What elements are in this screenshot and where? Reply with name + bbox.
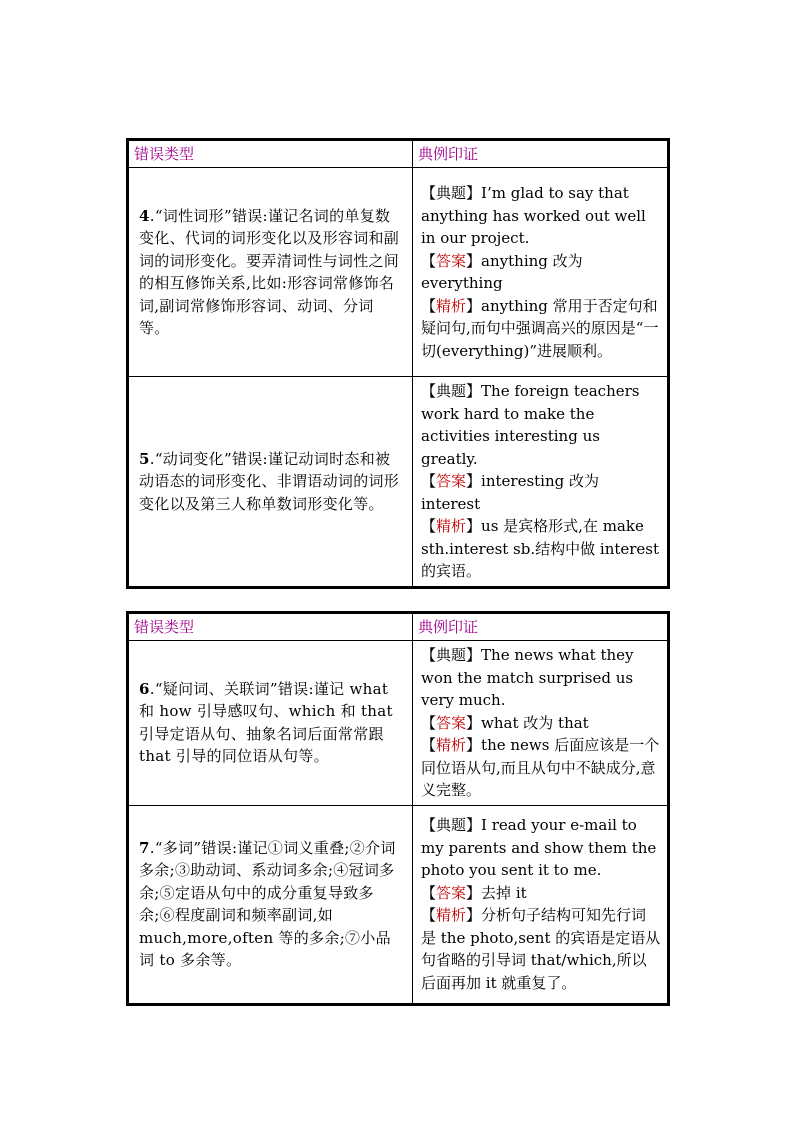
label-question: 典题: [436, 184, 467, 202]
header-cell-examples: [413, 140, 669, 168]
label-analysis: 精析: [436, 517, 467, 535]
error-type-text: 6.“疑问词、关联词”错误:谨记 what 和 how 引导感叹句、which 和 that 引导定语从句、抽象名词后面常常跟 that 引导的同位语从句等。: [139, 679, 393, 766]
example-text: [413, 179, 667, 365]
table-header-row: [128, 613, 669, 641]
example-text: [413, 641, 667, 805]
error-type-text: 7.“多词”错误:谨记①词义重叠;②介词多余;③助动词、系动词多余;④冠词多余;⑤定语从句中的成分重复导致多余;⑥程度副词和频率副词,如 much,more,often 等的多余;⑦小品词 to 多余等。: [139, 838, 396, 969]
error-type-text: 4.“词性词形”错误:谨记名词的单复数变化、代词的词形变化以及形容词和副词的词形变化。要弄清词性与词性之间的相互修饰关系,比如:形容词常修饰名词,副词常修饰形容词、动词、分词等。: [139, 206, 400, 337]
example-cell: [413, 377, 669, 588]
example-cell: [413, 805, 669, 1004]
label-question: 典题: [436, 646, 467, 664]
table-row: [128, 805, 669, 1004]
header-error-type: 错误类型: [134, 145, 195, 163]
example-cell: [413, 168, 669, 377]
label-analysis: 精析: [436, 736, 467, 754]
label-answer: 答案: [436, 713, 467, 732]
error-type-table-2: [126, 611, 670, 1006]
error-type-cell: [128, 805, 413, 1004]
header-cell-error-type: [128, 140, 413, 168]
answer-line: 【答案】去掉 it: [421, 883, 527, 902]
answer-line: 【答案】what 改为 that: [421, 713, 589, 732]
label-analysis: 精析: [436, 296, 467, 315]
header-cell-examples: [413, 613, 669, 641]
analysis-line: 【精析】the news 后面应该是一个同位语从句,而且从句中不缺成分,意义完整。: [421, 736, 660, 799]
error-type-cell: [128, 168, 413, 377]
analysis-line: 【精析】anything 常用于否定句和疑问句,而句中强调高兴的原因是“一切(everything)”进展顺利。: [421, 296, 659, 360]
label-question: 典题: [436, 816, 467, 834]
error-type-text: 5.“动词变化”错误:谨记动词时态和被动语态的词形变化、非谓语动词的词形变化以及第三人称单数词形变化等。: [139, 449, 400, 513]
question-line: 【典题】The news what they won the match surprised us very much.: [421, 646, 634, 709]
label-question: 典题: [436, 382, 467, 400]
question-line: 【典题】I’m glad to say that anything has worked out well in our project.: [421, 184, 646, 247]
analysis-line: 【精析】us 是宾格形式,在 make sth.interest sb.结构中做 interest 的宾语。: [421, 517, 660, 580]
label-answer: 答案: [436, 251, 467, 270]
example-text: [413, 377, 667, 586]
header-error-type: 错误类型: [134, 618, 195, 636]
label-answer: 答案: [436, 472, 467, 490]
question-line: 【典题】The foreign teachers work hard to make the activities interesting us greatly.: [421, 382, 640, 468]
header-examples: 典例印证: [418, 145, 479, 163]
label-answer: 答案: [436, 883, 467, 902]
table-row: [128, 168, 669, 377]
error-type-table-1: [126, 138, 670, 589]
label-analysis: 精析: [436, 906, 467, 924]
error-type-cell: [128, 641, 413, 806]
table-header-row: [128, 140, 669, 168]
question-line: 【典题】I read your e-mail to my parents and show them the photo you sent it to me.: [421, 816, 657, 879]
header-cell-error-type: [128, 613, 413, 641]
analysis-line: 【精析】分析句子结构可知先行词是 the photo,sent 的宾语是定语从句省略的引导词 that/which,所以后面再加 it 就重复了。: [421, 906, 661, 992]
example-cell: [413, 641, 669, 806]
answer-line: 【答案】anything 改为 everything: [421, 251, 583, 292]
table-row: [128, 641, 669, 806]
header-examples: 典例印证: [418, 618, 479, 636]
error-type-cell: [128, 377, 413, 588]
answer-line: 【答案】interesting 改为 interest: [421, 472, 600, 513]
example-text: [413, 811, 667, 997]
table-row: [128, 377, 669, 588]
